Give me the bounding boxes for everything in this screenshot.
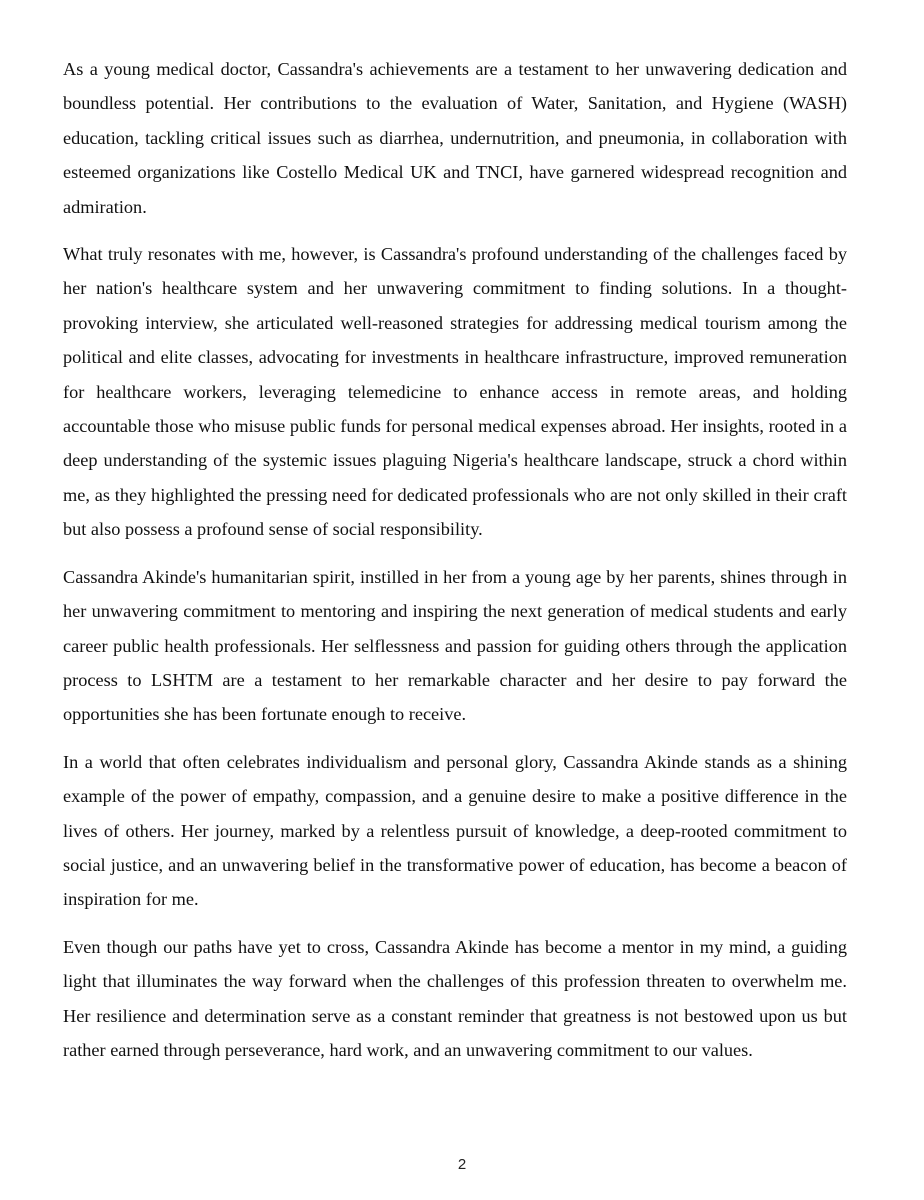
page-number: 2 [457, 1156, 467, 1173]
paragraph-3: Cassandra Akinde's humanitarian spirit, instilled in her from a young age by her parents, shines through in her unwavering commitment to mentoring and inspiring the next generation of medical students and early career public health professionals. Her selflessness and passion for guiding others through the application process to LSHTM are a testament to her remarkable character and her desire to pay forward the opportunities she has been fortunate enough to receive. [63, 566, 847, 725]
paragraph-1: As a young medical doctor, Cassandra's achievements are a testament to her unwavering dedication and boundless potential. Her contributions to the evaluation of Water, Sanitation, and Hygiene (WASH) education, tackling critical issues such as diarrhea, undernutrition, and pneumonia, in collaboration with esteemed organizations like Costello Medical UK and TNCI, have garnered widespread recognition and admiration. [63, 59, 847, 217]
paragraph-4: In a world that often celebrates individualism and personal glory, Cassandra Akinde stands as a shining example of the power of empathy, compassion, and a genuine desire to make a positive difference in the lives of others. Her journey, marked by a relentless pursuit of knowledge, a deep-rooted commitment to social justice, and an unwavering belief in the transformative power of education, has become a beacon of inspiration for me. [63, 751, 847, 910]
paragraph-5: Even though our paths have yet to cross, Cassandra Akinde has become a mentor in my mind, a guiding light that illuminates the way forward when the challenges of this profession threaten to overwhelm me. Her resilience and determination serve as a constant reminder that greatness is not bestowed upon us but rather earned through perseverance, hard work, and an unwavering commitment to our values. [63, 936, 847, 1060]
document-body [63, 52, 847, 1080]
paragraph-2: What truly resonates with me, however, is Cassandra's profound understanding of the challenges faced by her nation's healthcare system and her unwavering commitment to finding solutions. In a thought-provoking interview, she articulated well-reasoned strategies for addressing medical tourism among the political and elite classes, advocating for investments in healthcare infrastructure, improved remuneration for healthcare workers, leveraging telemedicine to enhance access in remote areas, and holding accountable those who misuse public funds for personal medical expenses abroad. Her insights, rooted in a deep understanding of the systemic issues plaguing Nigeria's healthcare landscape, struck a chord within me, as they highlighted the pressing need for dedicated professionals who are not only skilled in their craft but also possess a profound sense of social responsibility. [63, 244, 847, 540]
